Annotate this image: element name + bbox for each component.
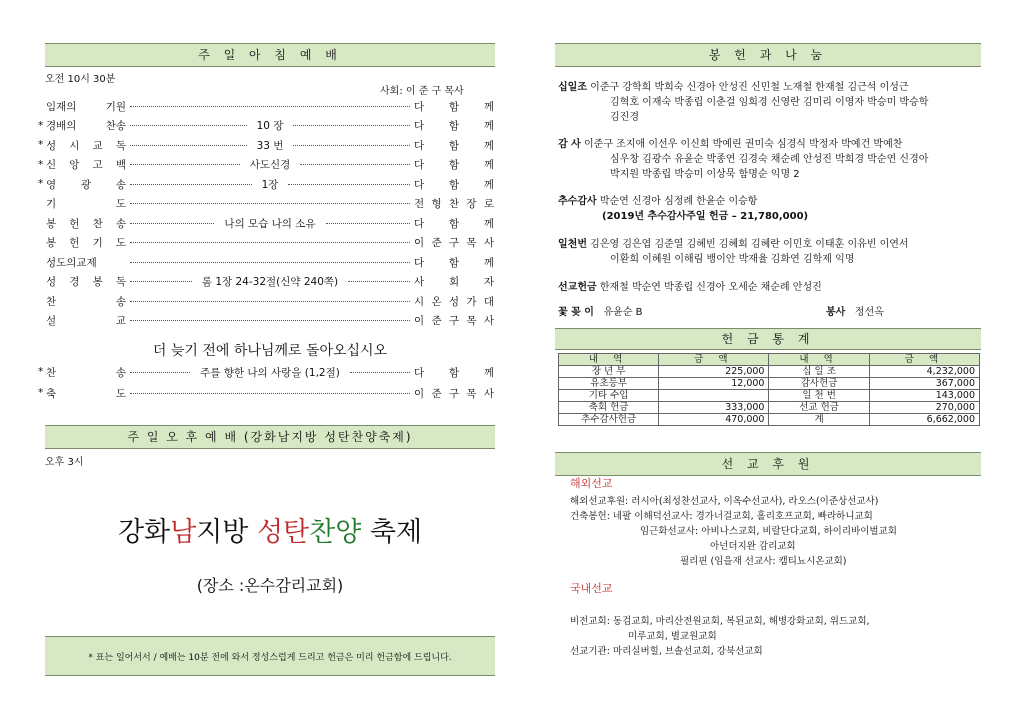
worship-row (38, 176, 494, 192)
worship-item-name (46, 118, 126, 133)
worship-row (38, 254, 494, 270)
name-segment: 이 (414, 237, 425, 249)
giver-names: 김혁호 이재숙 박종립 이춘걸 임희경 신영란 김미리 이영자 박승미 박승학 (610, 97, 929, 108)
giving-group (558, 237, 988, 267)
name-segment: 사 (414, 276, 425, 288)
giver-names: 이준구 조지애 이선우 이신희 박예린 권미숙 심경식 박정자 박예건 박예찬 (584, 139, 903, 150)
table-cell-category: 십 일 조 (769, 366, 869, 378)
worship-row (38, 385, 494, 401)
notice-text: * 표는 일어서서 / 예배는 10분 전에 와서 정성스럽게 드리고 헌금은 미리 헌금함에 드립니다. (88, 652, 452, 663)
name-segment: 대 (483, 295, 494, 308)
name-segment: 기 (46, 198, 57, 210)
worship-item-name (46, 235, 126, 250)
name-segment: 사 (483, 387, 494, 400)
column-header: 금 액 (659, 354, 769, 366)
worship-item-leader (414, 386, 494, 401)
worship-item-detail: 10 장 (256, 120, 284, 132)
table-cell-amount: 470,000 (659, 414, 769, 426)
worship-item-leader (414, 99, 494, 114)
table-cell-category: 추수감사헌금 (559, 414, 659, 426)
name-segment: 찬 (92, 217, 103, 230)
worship-item-leader (414, 313, 494, 328)
worship-item-leader (414, 177, 494, 192)
table-header-row (559, 354, 980, 366)
name-segment: 형 (431, 198, 442, 210)
name-segment: 함 (448, 159, 460, 171)
worship-item-detail: 사도신경 (249, 159, 291, 171)
worship-row (38, 196, 494, 212)
afternoon-service-header (45, 425, 495, 449)
worship-item-leader (414, 216, 494, 231)
name-segment: 헌 (69, 237, 80, 249)
dotted-leader (350, 372, 410, 373)
worship-row (38, 215, 494, 231)
name-segment: 이 (414, 387, 425, 400)
worship-item-leader (414, 138, 494, 153)
table-cell-amount (659, 390, 769, 402)
name-segment: 구 (448, 237, 460, 249)
giving-line (558, 280, 988, 295)
name-segment: 찬송 (105, 120, 126, 132)
domestic-list (570, 614, 990, 659)
giver-names: 한재철 박순연 박종립 신경아 오세순 채순례 안성진 (599, 282, 822, 293)
name-segment: 독 (115, 139, 126, 152)
dotted-leader (130, 223, 214, 224)
stand-marker: * (38, 119, 44, 132)
name-segment: 성 (448, 295, 460, 308)
table-cell-category: 기타 수입 (559, 390, 659, 402)
morning-service-title: 주 일 아 침 예 배 (198, 48, 342, 62)
thanksgiving-total: (2019년 추수감사주일 헌금 – 21,780,000) (602, 211, 809, 222)
name-segment: 함 (448, 120, 460, 132)
dotted-leader (130, 262, 410, 263)
afternoon-service-title: 주 일 오 후 예 배 (강화남지방 성탄찬양축제) (127, 430, 413, 444)
name-segment: 전 (414, 198, 425, 210)
name-segment: 목 (466, 315, 477, 327)
dotted-leader (130, 106, 410, 107)
name-segment: 온 (431, 295, 442, 308)
festival-title-part: 강화 (117, 517, 171, 548)
table-cell-amount: 143,000 (869, 390, 979, 402)
worship-row (38, 235, 494, 251)
table-cell-amount: 367,000 (869, 378, 979, 390)
worship-row (38, 98, 494, 114)
dotted-leader (300, 164, 410, 165)
notice-box (45, 636, 495, 676)
worship-item-detail: 1장 (261, 178, 279, 191)
giving-line (558, 152, 988, 167)
stand-marker: * (38, 387, 44, 399)
name-segment: 구 (448, 315, 460, 327)
worship-row (38, 313, 494, 329)
name-segment: 앙 (69, 159, 80, 171)
table-cell-category: 축회 헌금 (559, 402, 659, 414)
name-segment: 로 (483, 198, 494, 210)
dotted-leader (130, 320, 410, 321)
name-segment: 준 (431, 387, 442, 400)
column-header: 내 역 (559, 354, 659, 366)
name-segment: 독 (115, 276, 126, 288)
name-segment: 백 (115, 159, 126, 171)
name-segment: 영 (46, 178, 57, 191)
name-segment: 께 (483, 178, 495, 191)
overseas-mission-line: 건축봉헌: 네팔 이해덕선교사: 경가너걸교회, 홀리호프교회, 빠라하니교회 (570, 511, 873, 522)
name-segment: 기 (92, 237, 103, 249)
worship-item-detail: 주를 향한 나의 사랑을 (1,2절) (200, 366, 340, 379)
dotted-leader (348, 281, 410, 282)
giving-line (558, 137, 988, 152)
name-segment: 다 (414, 178, 425, 191)
giving-label: 일천번 (558, 239, 587, 250)
worship-item-detail: 33 번 (256, 139, 284, 152)
dotted-leader (130, 281, 192, 282)
worship-item-leader (414, 235, 494, 250)
name-segment: 찬 (448, 198, 460, 210)
worship-item-name (46, 294, 126, 309)
name-segment: 다 (414, 120, 425, 132)
name-segment: 이 (414, 315, 425, 327)
name-segment: 송 (115, 217, 126, 230)
festival-title (45, 510, 495, 549)
overseas-list (570, 494, 990, 569)
dotted-leader (130, 372, 190, 373)
giving-label: 선교헌금 (558, 282, 597, 293)
name-segment: 경 (69, 276, 80, 288)
service-value: 정선옥 (854, 307, 884, 318)
name-segment: 께 (483, 217, 495, 230)
giving-group (558, 280, 988, 295)
worship-row (38, 137, 494, 153)
name-segment: 구 (448, 387, 460, 400)
dotted-leader (326, 223, 410, 224)
name-segment: 신 (46, 159, 57, 171)
stats-title: 헌 금 통 계 (721, 332, 815, 346)
stand-marker: * (38, 178, 44, 190)
giving-group (558, 137, 988, 182)
domestic-mission-line: 선교기관: 마리실버힐, 브솔선교회, 강북선교회 (570, 646, 763, 657)
name-segment: 목 (466, 387, 477, 400)
name-segment: 함 (448, 366, 460, 379)
worship-item-name (46, 255, 126, 270)
domestic-mission-line: 비전교회: 동검교회, 마리산전원교회, 복된교회, 해병강화교회, 위드교회, (570, 616, 870, 627)
worship-item-name (46, 274, 126, 289)
table-row (559, 366, 980, 378)
domestic-mission-line: 미루교회, 별교원교회 (628, 631, 717, 642)
name-segment: 다 (414, 100, 425, 113)
column-header: 내 역 (769, 354, 869, 366)
dotted-leader (288, 184, 410, 185)
giving-line (558, 95, 988, 110)
worship-item-name (46, 138, 126, 153)
dotted-leader (293, 145, 410, 146)
name-segment: 교 (92, 139, 103, 152)
name-segment: 자 (483, 276, 495, 288)
name-segment: 임재의 (46, 100, 77, 113)
table-cell-category: 일 천 번 (769, 390, 869, 402)
worship-item-leader (414, 274, 494, 289)
name-segment: 준 (431, 237, 442, 249)
name-segment: 께 (483, 159, 495, 171)
worship-item-name (46, 196, 126, 211)
table-cell-category: 감사헌금 (769, 378, 869, 390)
worship-item-name (46, 365, 126, 380)
giver-names: 박순연 신경아 심정례 한윤순 이승항 (599, 196, 758, 207)
giving-line (558, 252, 988, 267)
name-segment: 봉 (92, 276, 103, 288)
giving-line (558, 167, 988, 182)
domestic-title: 국내선교 (570, 582, 613, 595)
worship-item-name (46, 157, 126, 172)
giving-line (558, 80, 988, 95)
morning-service-header (45, 43, 495, 67)
name-segment: 송 (115, 295, 126, 308)
presider: 사회: 이 준 구 목사 (380, 86, 464, 97)
afternoon-time: 오후 3시 (45, 457, 84, 468)
table-row (559, 390, 980, 402)
name-segment: 시 (414, 295, 425, 308)
festival-title-part: 축제 (361, 517, 423, 548)
flower-service (558, 305, 978, 320)
name-segment: 시 (69, 139, 80, 152)
name-segment: 교 (115, 315, 126, 327)
mission-title: 선 교 후 원 (721, 457, 815, 471)
giver-names: 박지원 박종립 박승미 이상묵 함명순 익명 2 (610, 169, 800, 180)
name-segment: 광 (80, 178, 92, 191)
dotted-leader (130, 393, 410, 394)
name-segment: 다 (414, 159, 425, 171)
name-segment: 경배의 (46, 120, 77, 132)
name-segment: 성도의교제 (46, 256, 97, 269)
name-segment: 송 (115, 366, 126, 379)
name-segment: 찬 (46, 295, 57, 308)
worship-row (38, 274, 494, 290)
name-segment: 함 (448, 256, 460, 269)
dotted-leader (130, 203, 410, 204)
name-segment: 께 (483, 139, 494, 152)
name-segment: 도 (115, 198, 126, 210)
name-segment: 봉 (46, 217, 57, 230)
giving-label: 감 사 (558, 139, 581, 150)
festival-title-part: 지방 (196, 517, 257, 548)
table-cell-category: 선교 헌금 (769, 402, 869, 414)
dotted-leader (130, 164, 240, 165)
festival-venue: (장소 :온수감리교회) (196, 576, 344, 595)
giving-line (558, 194, 988, 209)
festival-title-part: 찬양 (309, 517, 362, 548)
giver-names: 김진경 (610, 112, 639, 123)
name-segment: 가 (466, 295, 477, 308)
overseas-title: 해외선교 (570, 477, 613, 490)
table-cell-amount: 270,000 (869, 402, 979, 414)
name-segment: 함 (448, 100, 460, 113)
name-segment: 준 (431, 315, 442, 327)
worship-row (38, 118, 494, 134)
name-segment: 다 (414, 217, 425, 230)
column-header: 금 액 (869, 354, 979, 366)
stand-marker: * (38, 366, 44, 378)
worship-row (38, 157, 494, 173)
flowers-label: 꽃 꽂 이 (558, 307, 594, 318)
table-row (559, 378, 980, 390)
worship-item-detail: 롬 1장 24-32절(신약 240쪽) (201, 276, 339, 288)
offering-stats-table (558, 353, 980, 426)
overseas-mission-line: 해외선교후원: 러시아(최성찬선교사, 이옥수선교사), 라오스(이준상선교사) (570, 496, 879, 507)
table-cell-amount: 4,232,000 (869, 366, 979, 378)
giving-label: 십일조 (558, 82, 587, 93)
stand-marker: * (38, 139, 44, 151)
worship-item-name (46, 313, 126, 328)
name-segment: 축 (46, 387, 57, 400)
name-segment: 께 (483, 256, 494, 269)
overseas-mission-line: 아넌더지완 감리교회 (710, 541, 796, 552)
name-segment: 설 (46, 315, 57, 327)
giving-line (558, 237, 988, 252)
table-cell-amount: 225,000 (659, 366, 769, 378)
name-segment: 께 (483, 366, 495, 379)
worship-row (38, 293, 494, 309)
dotted-leader (293, 125, 410, 126)
worship-item-leader (414, 196, 494, 211)
service-label: 봉사 (826, 307, 846, 318)
name-segment: 함 (448, 217, 460, 230)
name-segment: 함 (448, 139, 460, 152)
stand-marker: * (38, 158, 44, 171)
name-segment: 사 (483, 315, 494, 327)
worship-item-name (46, 216, 126, 231)
table-cell-amount: 333,000 (659, 402, 769, 414)
festival-title-part: 성탄 (256, 517, 310, 548)
worship-item-leader (414, 365, 494, 380)
name-segment: 회 (448, 276, 460, 288)
name-segment: 헌 (69, 217, 80, 230)
morning-time: 오전 10시 30분 (45, 74, 116, 85)
table-cell-category: 장 년 부 (559, 366, 659, 378)
name-segment: 함 (448, 178, 460, 191)
worship-item-leader (414, 118, 494, 133)
flowers-value: 유윤순 B (603, 307, 643, 318)
dotted-leader (130, 242, 410, 243)
name-segment: 찬 (46, 366, 57, 379)
dotted-leader (130, 125, 247, 126)
giving-label: 추수감사 (558, 196, 597, 207)
giving-title: 봉 헌 과 나 눔 (708, 48, 828, 62)
table-cell-category: 계 (769, 414, 869, 426)
giver-names: 이환희 이혜원 이해림 뱅이안 박재율 김화연 김학제 익명 (610, 254, 855, 265)
table-row (559, 402, 980, 414)
table-cell-category: 유초등부 (559, 378, 659, 390)
name-segment: 다 (414, 139, 425, 152)
sermon-title: 더 늦기 전에 하나님께로 돌아오십시오 (152, 343, 388, 359)
name-segment: 성 (46, 276, 57, 288)
name-segment: 고 (92, 159, 103, 171)
worship-item-leader (414, 157, 494, 172)
overseas-mission-line: 필리핀 (임을재 선교사: 캠티뇨시온교회) (680, 556, 847, 567)
name-segment: 기원 (105, 100, 126, 113)
name-segment: 장 (466, 198, 477, 210)
worship-item-detail: 나의 모습 나의 소유 (224, 217, 316, 230)
name-segment: 다 (414, 366, 425, 379)
name-segment: 께 (483, 120, 494, 132)
worship-item-name (46, 177, 126, 192)
dotted-leader (130, 145, 247, 146)
table-cell-amount: 12,000 (659, 378, 769, 390)
dotted-leader (130, 301, 410, 302)
name-segment: 께 (483, 100, 494, 113)
name-segment: 봉 (46, 237, 57, 249)
overseas-mission-line: 임근화선교사: 아비나스교회, 비랄단다교회, 하이리바이벌교회 (640, 526, 897, 537)
name-segment: 다 (414, 256, 425, 269)
worship-item-leader (414, 294, 494, 309)
giving-line (558, 110, 988, 125)
table-row (559, 414, 980, 426)
giving-group (558, 80, 988, 125)
name-segment: 사 (483, 237, 494, 249)
festival-title-part: 남 (170, 517, 197, 548)
worship-row (38, 364, 494, 380)
worship-item-name (46, 99, 126, 114)
giving-group (558, 194, 988, 224)
worship-item-name (46, 386, 126, 401)
name-segment: 송 (115, 178, 126, 191)
table-cell-amount: 6,662,000 (869, 414, 979, 426)
name-segment: 도 (115, 387, 126, 400)
giver-names: 김은영 김은엽 김준열 김혜빈 김혜회 김혜란 이민호 이태훈 이유빈 이연서 (590, 239, 909, 250)
name-segment: 성 (46, 139, 57, 152)
giver-names: 이준구 강학희 박희숙 신경아 안성진 신민철 노재철 한재철 김근석 이성근 (590, 82, 909, 93)
giving-header (555, 43, 981, 67)
name-segment: 목 (466, 237, 477, 249)
dotted-leader (130, 184, 252, 185)
mission-header (555, 452, 981, 476)
giver-names: 심우창 김광수 유윤순 박종연 김경숙 채순례 안성진 박희경 박순연 신경아 (610, 154, 929, 165)
name-segment: 도 (115, 237, 126, 249)
worship-item-leader (414, 255, 494, 270)
stats-header (555, 328, 981, 350)
